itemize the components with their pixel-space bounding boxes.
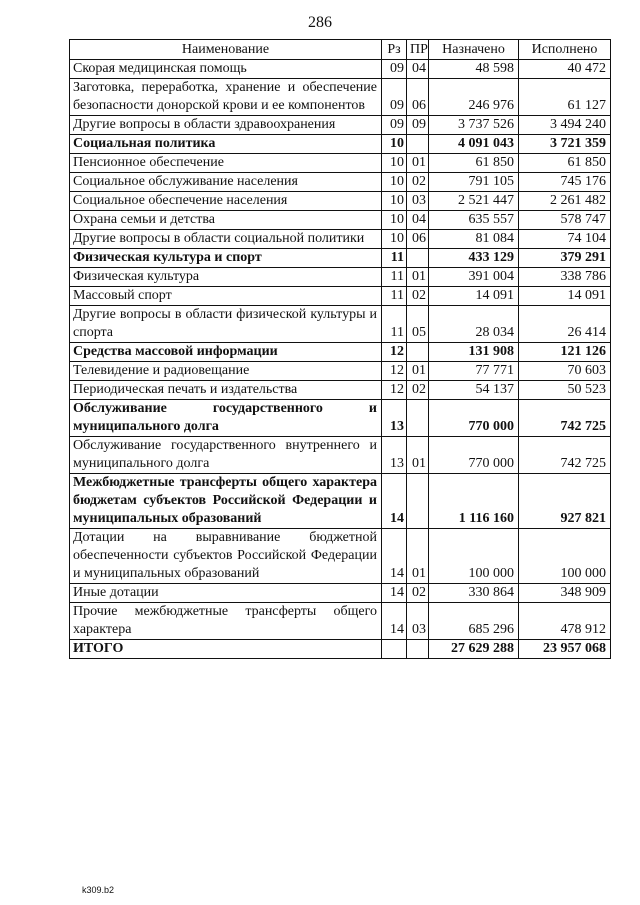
page-number: 286 <box>308 14 332 31</box>
cell-name: Прочие межбюджетные трансферты общего характера <box>70 603 382 640</box>
cell-rz: 10 <box>382 192 407 211</box>
cell-rz: 09 <box>382 79 407 116</box>
cell-executed: 26 414 <box>519 306 611 343</box>
cell-assigned: 61 850 <box>429 154 519 173</box>
budget-table <box>69 39 611 659</box>
cell-name: Физическая культура <box>70 268 382 287</box>
cell-pr: 02 <box>407 173 429 192</box>
header-name: Наименование <box>70 40 382 60</box>
cell-name: Массовый спорт <box>70 287 382 306</box>
cell-rz: 10 <box>382 154 407 173</box>
cell-pr: 01 <box>407 268 429 287</box>
cell-executed: 100 000 <box>519 529 611 584</box>
cell-assigned: 4 091 043 <box>429 135 519 154</box>
cell-rz: 12 <box>382 343 407 362</box>
cell-name: Охрана семьи и детства <box>70 211 382 230</box>
cell-assigned: 3 737 526 <box>429 116 519 135</box>
table-row <box>70 400 611 437</box>
cell-assigned: 635 557 <box>429 211 519 230</box>
cell-name: Социальное обслуживание населения <box>70 173 382 192</box>
cell-executed: 121 126 <box>519 343 611 362</box>
cell-name: Другие вопросы в области здравоохранения <box>70 116 382 135</box>
footer-code: k309.b2 <box>82 885 115 895</box>
cell-assigned: 100 000 <box>429 529 519 584</box>
cell-pr: 06 <box>407 79 429 116</box>
table-header-row <box>70 40 611 60</box>
cell-pr <box>407 474 429 529</box>
table-row <box>70 173 611 192</box>
cell-assigned: 77 771 <box>429 362 519 381</box>
cell-name: Пенсионное обеспечение <box>70 154 382 173</box>
cell-executed: 742 725 <box>519 437 611 474</box>
table-row <box>70 343 611 362</box>
cell-executed: 3 494 240 <box>519 116 611 135</box>
cell-pr: 09 <box>407 116 429 135</box>
cell-pr: 04 <box>407 211 429 230</box>
cell-pr: 03 <box>407 603 429 640</box>
cell-pr: 02 <box>407 584 429 603</box>
cell-pr <box>407 400 429 437</box>
cell-rz: 13 <box>382 437 407 474</box>
header-pr: ПР <box>407 40 429 60</box>
cell-pr: 02 <box>407 287 429 306</box>
cell-name: Другие вопросы в области социальной политики <box>70 230 382 249</box>
cell-rz: 13 <box>382 400 407 437</box>
cell-assigned: 54 137 <box>429 381 519 400</box>
cell-assigned: 433 129 <box>429 249 519 268</box>
cell-executed: 927 821 <box>519 474 611 529</box>
table-row <box>70 249 611 268</box>
cell-pr: 01 <box>407 154 429 173</box>
table-row <box>70 60 611 79</box>
cell-assigned: 1 116 160 <box>429 474 519 529</box>
cell-rz: 11 <box>382 287 407 306</box>
cell-pr: 04 <box>407 60 429 79</box>
table-row <box>70 640 611 659</box>
cell-executed: 61 850 <box>519 154 611 173</box>
cell-pr: 02 <box>407 381 429 400</box>
cell-pr: 01 <box>407 529 429 584</box>
cell-rz: 11 <box>382 249 407 268</box>
cell-name: Другие вопросы в области физической культуры и спорта <box>70 306 382 343</box>
header-rz: Рз <box>382 40 407 60</box>
cell-executed: 348 909 <box>519 584 611 603</box>
header-executed: Исполнено <box>519 40 611 60</box>
table-row <box>70 529 611 584</box>
cell-rz: 11 <box>382 268 407 287</box>
cell-assigned: 685 296 <box>429 603 519 640</box>
cell-name: Скорая медицинская помощь <box>70 60 382 79</box>
table-row <box>70 211 611 230</box>
table-row <box>70 154 611 173</box>
cell-rz: 10 <box>382 173 407 192</box>
table-row <box>70 381 611 400</box>
cell-rz: 09 <box>382 60 407 79</box>
cell-rz: 11 <box>382 306 407 343</box>
cell-rz: 09 <box>382 116 407 135</box>
cell-pr <box>407 135 429 154</box>
table-row <box>70 230 611 249</box>
cell-executed: 745 176 <box>519 173 611 192</box>
table-row <box>70 474 611 529</box>
cell-pr: 01 <box>407 437 429 474</box>
table-row <box>70 362 611 381</box>
cell-rz: 12 <box>382 381 407 400</box>
cell-rz: 14 <box>382 603 407 640</box>
cell-assigned: 28 034 <box>429 306 519 343</box>
cell-executed: 3 721 359 <box>519 135 611 154</box>
cell-name: Физическая культура и спорт <box>70 249 382 268</box>
cell-assigned: 391 004 <box>429 268 519 287</box>
cell-name: Социальная политика <box>70 135 382 154</box>
cell-executed: 478 912 <box>519 603 611 640</box>
table-row <box>70 306 611 343</box>
cell-assigned: 2 521 447 <box>429 192 519 211</box>
cell-executed: 2 261 482 <box>519 192 611 211</box>
cell-assigned: 330 864 <box>429 584 519 603</box>
table-row <box>70 135 611 154</box>
cell-name: Периодическая печать и издательства <box>70 381 382 400</box>
cell-executed: 40 472 <box>519 60 611 79</box>
cell-pr <box>407 249 429 268</box>
table-row <box>70 584 611 603</box>
cell-executed: 70 603 <box>519 362 611 381</box>
cell-executed: 14 091 <box>519 287 611 306</box>
cell-executed: 578 747 <box>519 211 611 230</box>
cell-name: ИТОГО <box>70 640 382 659</box>
cell-assigned: 770 000 <box>429 437 519 474</box>
cell-name: Телевидение и радиовещание <box>70 362 382 381</box>
cell-assigned: 131 908 <box>429 343 519 362</box>
cell-pr <box>407 343 429 362</box>
cell-pr: 05 <box>407 306 429 343</box>
table-row <box>70 603 611 640</box>
cell-rz: 10 <box>382 211 407 230</box>
cell-executed: 23 957 068 <box>519 640 611 659</box>
table-body <box>70 60 611 659</box>
cell-rz: 14 <box>382 529 407 584</box>
cell-pr <box>407 640 429 659</box>
cell-name: Иные дотации <box>70 584 382 603</box>
cell-rz: 14 <box>382 474 407 529</box>
cell-assigned: 81 084 <box>429 230 519 249</box>
cell-executed: 742 725 <box>519 400 611 437</box>
cell-name: Заготовка, переработка, хранение и обеспечение безопасности донорской крови и ее компонентов <box>70 79 382 116</box>
table-row <box>70 192 611 211</box>
cell-rz: 14 <box>382 584 407 603</box>
table-row <box>70 437 611 474</box>
cell-name: Средства массовой информации <box>70 343 382 362</box>
cell-assigned: 48 598 <box>429 60 519 79</box>
header-assigned: Назначено <box>429 40 519 60</box>
table-row <box>70 79 611 116</box>
cell-rz: 12 <box>382 362 407 381</box>
cell-rz: 10 <box>382 135 407 154</box>
cell-assigned: 791 105 <box>429 173 519 192</box>
cell-name: Межбюджетные трансферты общего характера бюджетам субъектов Российской Федерации и муниципальных образований <box>70 474 382 529</box>
cell-pr: 06 <box>407 230 429 249</box>
table-row <box>70 116 611 135</box>
cell-executed: 61 127 <box>519 79 611 116</box>
table-row <box>70 268 611 287</box>
cell-name: Обслуживание государственного и муниципального долга <box>70 400 382 437</box>
table-row <box>70 287 611 306</box>
cell-assigned: 14 091 <box>429 287 519 306</box>
cell-executed: 379 291 <box>519 249 611 268</box>
cell-executed: 338 786 <box>519 268 611 287</box>
cell-rz <box>382 640 407 659</box>
cell-assigned: 27 629 288 <box>429 640 519 659</box>
cell-rz: 10 <box>382 230 407 249</box>
cell-assigned: 770 000 <box>429 400 519 437</box>
cell-pr: 03 <box>407 192 429 211</box>
cell-pr: 01 <box>407 362 429 381</box>
cell-executed: 50 523 <box>519 381 611 400</box>
cell-assigned: 246 976 <box>429 79 519 116</box>
cell-name: Обслуживание государственного внутреннего и муниципального долга <box>70 437 382 474</box>
cell-executed: 74 104 <box>519 230 611 249</box>
cell-name: Дотации на выравнивание бюджетной обеспеченности субъектов Российской Федерации и муниципальных образований <box>70 529 382 584</box>
cell-name: Социальное обеспечение населения <box>70 192 382 211</box>
